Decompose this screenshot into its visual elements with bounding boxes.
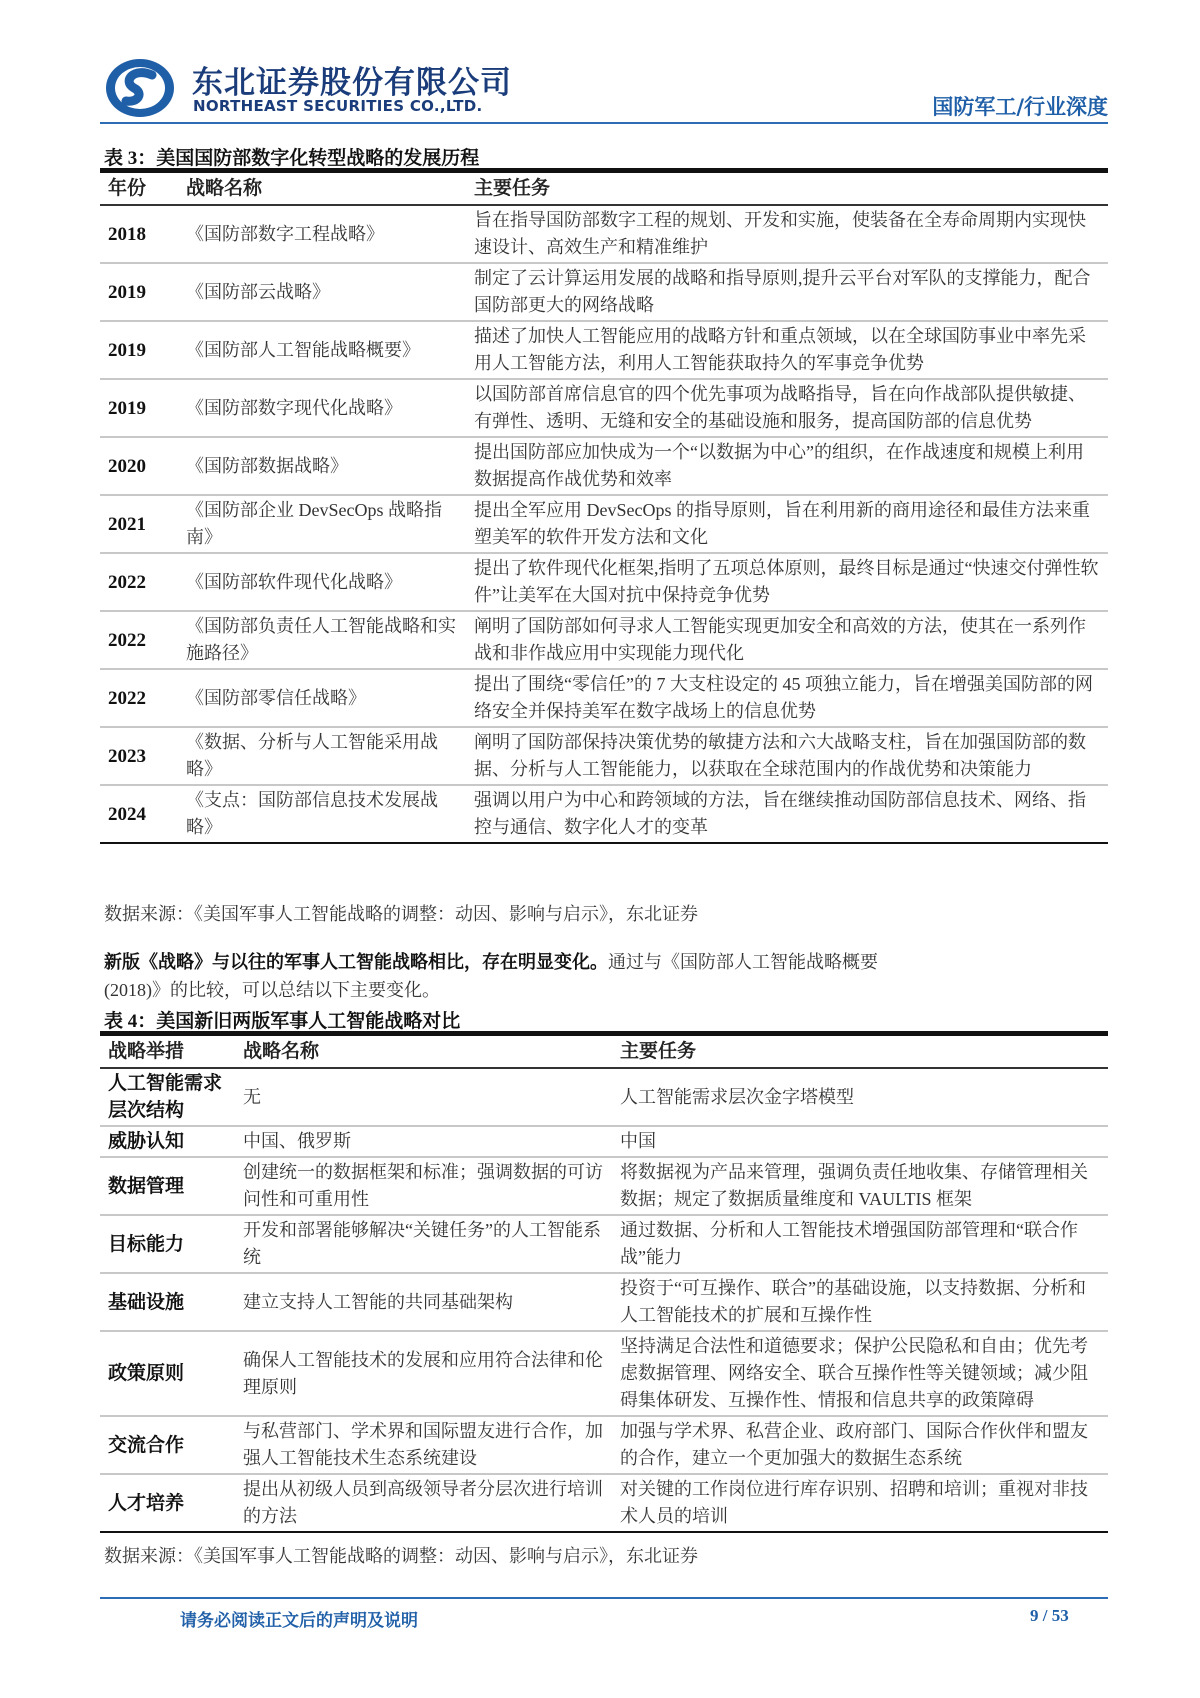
initiative-cell: 威胁认知 — [100, 1126, 235, 1157]
table3 — [100, 168, 1108, 844]
page-number: 9 / 53 — [1030, 1606, 1069, 1625]
year-cell: 2023 — [100, 727, 178, 785]
task-cell: 以国防部首席信息官的四个优先事项为战略指导，旨在向作战部队提供敏捷、有弹性、透明、无缝和安全的基础设施和服务，提高国防部的信息优势 — [466, 379, 1108, 437]
old-strategy-cell: 提出从初级人员到高级领导者分层次进行培训的方法 — [235, 1474, 612, 1532]
new-strategy-cell: 坚持满足合法性和道德要求；保护公民隐私和自由；优先考虑数据管理、网络安全、联合互操作性等关键领域；减少阻碍集体研发、互操作性、情报和信息共享的政策障碍 — [612, 1331, 1108, 1416]
task-cell: 强调以用户为中心和跨领域的方法，旨在继续推动国防部信息技术、网络、指控与通信、数字化人才的变革 — [466, 785, 1108, 843]
new-strategy-cell: 人工智能需求层次金字塔模型 — [612, 1068, 1108, 1126]
year-cell: 2021 — [100, 495, 178, 553]
initiative-cell: 数据管理 — [100, 1157, 235, 1215]
task-cell: 阐明了国防部如何寻求人工智能实现更加安全和高效的方法，使其在一系列作战和非作战应用中实现能力现代化 — [466, 611, 1108, 669]
footer-divider — [100, 1597, 1108, 1599]
strategy-name-cell: 《国防部云战略》 — [178, 263, 466, 321]
table-row — [100, 205, 1108, 263]
task-cell: 提出了软件现代化框架,指明了五项总体原则，最终目标是通过“快速交付弹性软件”让美军在大国对抗中保持竞争优势 — [466, 553, 1108, 611]
task-cell: 提出国防部应加快成为一个“以数据为中心”的组织，在作战速度和规模上利用数据提高作战优势和效率 — [466, 437, 1108, 495]
new-strategy-cell: 中国 — [612, 1126, 1108, 1157]
table3-caption: 表 3：美国国防部数字化转型战略的发展历程 — [104, 148, 480, 169]
new-strategy-cell: 将数据视为产品来管理，强调负责任地收集、存储管理相关数据；规定了数据质量维度和 VAULTIS 框架 — [612, 1157, 1108, 1215]
year-cell: 2022 — [100, 553, 178, 611]
new-strategy-cell: 对关键的工作岗位进行库存识别、招聘和培训；重视对非技术人员的培训 — [612, 1474, 1108, 1532]
initiative-cell: 交流合作 — [100, 1416, 235, 1474]
table-row — [100, 669, 1108, 727]
year-cell: 2020 — [100, 437, 178, 495]
table-row — [100, 611, 1108, 669]
year-cell: 2022 — [100, 669, 178, 727]
table-row — [100, 1126, 1108, 1157]
initiative-cell: 基础设施 — [100, 1273, 235, 1331]
table-row — [100, 785, 1108, 843]
table4-source: 数据来源：《美国军事人工智能战略的调整：动因、影响与启示》，东北证券 — [104, 1546, 698, 1566]
col-header-name: 战略名称 — [235, 1034, 612, 1069]
col-header-task: 主要任务 — [466, 171, 1108, 206]
strategy-name-cell: 《国防部人工智能战略概要》 — [178, 321, 466, 379]
report-section: 国防军工/行业深度 — [932, 95, 1108, 119]
table3-source: 数据来源：《美国军事人工智能战略的调整：动因、影响与启示》，东北证券 — [104, 904, 698, 924]
strategy-name-cell: 《国防部数据战略》 — [178, 437, 466, 495]
new-strategy-cell: 投资于“可互操作、联合”的基础设施，以支持数据、分析和人工智能技术的扩展和互操作性 — [612, 1273, 1108, 1331]
strategy-name-cell: 《国防部软件现代化战略》 — [178, 553, 466, 611]
old-strategy-cell: 与私营部门、学术界和国际盟友进行合作，加强人工智能技术生态系统建设 — [235, 1416, 612, 1474]
table-row — [100, 1157, 1108, 1215]
footer-disclaimer: 请务必阅读正文后的声明及说明 — [180, 1611, 418, 1631]
strategy-name-cell: 《数据、分析与人工智能采用战略》 — [178, 727, 466, 785]
year-cell: 2019 — [100, 321, 178, 379]
old-strategy-cell: 无 — [235, 1068, 612, 1126]
table-row — [100, 437, 1108, 495]
year-cell: 2024 — [100, 785, 178, 843]
col-header-year: 年份 — [100, 171, 178, 206]
table-row — [100, 1068, 1108, 1126]
body-paragraph — [104, 948, 884, 1004]
col-header-name: 战略名称 — [178, 171, 466, 206]
table-row — [100, 1331, 1108, 1416]
old-strategy-cell: 建立支持人工智能的共同基础架构 — [235, 1273, 612, 1331]
old-strategy-cell: 创建统一的数据框架和标准；强调数据的可访问性和可重用性 — [235, 1157, 612, 1215]
table-row — [100, 321, 1108, 379]
header-divider — [100, 122, 1108, 124]
col-header-item: 战略举措 — [100, 1034, 235, 1069]
initiative-cell: 目标能力 — [100, 1215, 235, 1273]
initiative-cell: 人才培养 — [100, 1474, 235, 1532]
task-cell: 描述了加快人工智能应用的战略方针和重点领域，以在全球国防事业中率先采用人工智能方法，利用人工智能获取持久的军事竞争优势 — [466, 321, 1108, 379]
strategy-name-cell: 《支点：国防部信息技术发展战略》 — [178, 785, 466, 843]
old-strategy-cell: 中国、俄罗斯 — [235, 1126, 612, 1157]
table-row — [100, 263, 1108, 321]
new-strategy-cell: 通过数据、分析和人工智能技术增强国防部管理和“联合作战”能力 — [612, 1215, 1108, 1273]
strategy-name-cell: 《国防部数字工程战略》 — [178, 205, 466, 263]
new-strategy-cell: 加强与学术界、私营企业、政府部门、国际合作伙伴和盟友的合作，建立一个更加强大的数据生态系统 — [612, 1416, 1108, 1474]
table-row — [100, 1215, 1108, 1273]
paragraph-bold: 新版《战略》与以往的军事人工智能战略相比，存在明显变化。 — [104, 952, 608, 972]
year-cell: 2019 — [100, 263, 178, 321]
strategy-name-cell: 《国防部企业 DevSecOps 战略指南》 — [178, 495, 466, 553]
initiative-cell: 政策原则 — [100, 1331, 235, 1416]
table-row — [100, 1273, 1108, 1331]
task-cell: 阐明了国防部保持决策优势的敏捷方法和六大战略支柱，旨在加强国防部的数据、分析与人工智能能力，以获取在全球范围内的作战优势和决策能力 — [466, 727, 1108, 785]
table-row — [100, 1416, 1108, 1474]
old-strategy-cell: 开发和部署能够解决“关键任务”的人工智能系统 — [235, 1215, 612, 1273]
table4-caption: 表 4：美国新旧两版军事人工智能战略对比 — [104, 1011, 461, 1032]
task-cell: 提出了围绕“零信任”的 7 大支柱设定的 45 项独立能力，旨在增强美国防部的网络安全并保持美军在数字战场上的信息优势 — [466, 669, 1108, 727]
year-cell: 2019 — [100, 379, 178, 437]
table-row — [100, 495, 1108, 553]
table-row — [100, 553, 1108, 611]
year-cell: 2022 — [100, 611, 178, 669]
table-row — [100, 379, 1108, 437]
page-header — [100, 55, 1108, 123]
company-logo-icon — [104, 57, 176, 119]
task-cell: 提出全军应用 DevSecOps 的指导原则，旨在利用新的商用途径和最佳方法来重塑美军的软件开发方法和文化 — [466, 495, 1108, 553]
table-row — [100, 727, 1108, 785]
initiative-cell: 人工智能需求层次结构 — [100, 1068, 235, 1126]
paragraph-text: 通过与《国防部人工智能战略概要(2018)》的比较，可以总结以下主要变化。 — [104, 952, 878, 1000]
table-row — [100, 1474, 1108, 1532]
task-cell: 旨在指导国防部数字工程的规划、开发和实施，使装备在全寿命周期内实现快速设计、高效生产和精准维护 — [466, 205, 1108, 263]
col-header-task: 主要任务 — [612, 1034, 1108, 1069]
strategy-name-cell: 《国防部零信任战略》 — [178, 669, 466, 727]
strategy-name-cell: 《国防部数字现代化战略》 — [178, 379, 466, 437]
company-name-en: NORTHEAST SECURITIES CO.,LTD. — [193, 97, 483, 115]
strategy-name-cell: 《国防部负责任人工智能战略和实施路径》 — [178, 611, 466, 669]
task-cell: 制定了云计算运用发展的战略和指导原则,提升云平台对军队的支撑能力，配合国防部更大的网络战略 — [466, 263, 1108, 321]
old-strategy-cell: 确保人工智能技术的发展和应用符合法律和伦理原则 — [235, 1331, 612, 1416]
year-cell: 2018 — [100, 205, 178, 263]
company-name-cn: 东北证券股份有限公司 — [192, 65, 512, 101]
table4 — [100, 1031, 1108, 1533]
